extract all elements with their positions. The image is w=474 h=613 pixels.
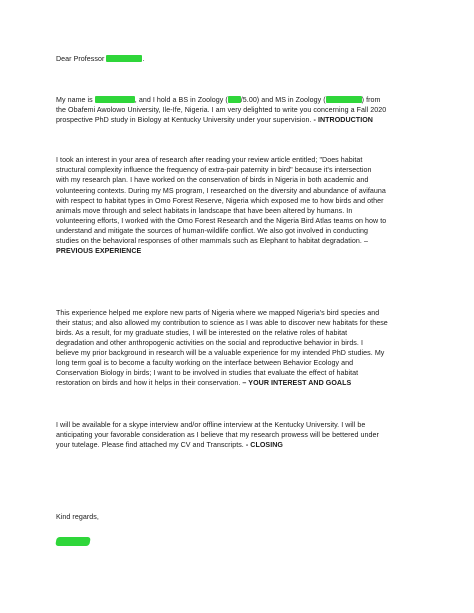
redacted-ms-grade <box>326 96 362 103</box>
intro-text-d: ) from <box>361 96 381 104</box>
experience-line-7: volunteering efforts, I worked with the Omo Forest Research and the Nigeria Bird Atlas teams on how to <box>56 217 387 225</box>
redacted-professor-name <box>106 55 145 63</box>
redacted-bs-gpa <box>228 96 241 103</box>
experience-line-1: I took an interest in your area of research after reading your review article entitled; "Does habitat <box>56 156 363 164</box>
intro-section-tag: - INTRODUCTION <box>311 116 373 124</box>
closing-text-end: your tutelage. Please find attached my CV and Transcripts. <box>56 441 244 449</box>
experience-line-3: with my research plan. I have worked on the conservation of birds in Nigeria in both academic and <box>56 176 369 184</box>
salutation-suffix: . <box>142 55 145 63</box>
intro-text-c: /5.00) and MS in Zoology ( <box>240 96 326 104</box>
experience-line-5: with respect to habitat types in Omo Forest Reserve, Nigeria which exposed me to how birds and other <box>56 197 384 205</box>
closing-line-1: I will be available for a skype interview and/or offline interview at the Kentucky University. I will be <box>56 421 366 429</box>
redacted-applicant-name <box>95 96 135 103</box>
intro-line-2: the Obafemi Awolowo University, Ile-Ife, Nigeria. I am very delighted to write you concerning a Fall 2020 <box>56 106 387 114</box>
redacted-signature <box>55 537 91 546</box>
goals-line-3: birds. As a result, for my graduate studies, I will be interested on the relative roles of habitat <box>56 329 348 337</box>
closing-section-tag: - CLOSING <box>243 441 283 449</box>
goals-line-2: their status; and also allowed my contribution to science as I was able to discover new habitats for these <box>56 319 388 327</box>
goals-text-end: restoration on birds and how it helps in their conservation. <box>56 379 241 387</box>
intro-line-1 <box>56 95 381 105</box>
experience-section-tag: PREVIOUS EXPERIENCE <box>56 247 142 255</box>
intro-text-end: prospective PhD study in Biology at Kentucky University under your supervision. <box>56 116 312 124</box>
salutation <box>56 54 144 64</box>
goals-line-8 <box>56 378 351 388</box>
sign-off: Kind regards, <box>56 513 99 521</box>
intro-line-3 <box>56 115 373 125</box>
goals-line-7: Conservation Biology in birds; I want to be involved in studies that evaluate the effect of habitat <box>56 369 359 377</box>
goals-section-tag: – YOUR INTEREST AND GOALS <box>240 379 352 387</box>
experience-line-4: volunteering contexts. During my MS program, I researched on the diversity and abundance of avifauna <box>56 187 386 195</box>
experience-line-8: understand and mitigate the sources of human-wildlife conflict. We also got involved in conducting <box>56 227 368 235</box>
goals-line-1: This experience helped me explore new parts of Nigeria where we mapped Nigeria's bird species and <box>56 309 380 317</box>
closing-line-3 <box>56 440 283 450</box>
goals-line-4: degradation and other anthropogenic activities on the social and reproductive behavior in birds. I <box>56 339 363 347</box>
closing-line-2: anticipating your favorable consideration as I believe that my research prowess will be bettered under <box>56 431 379 439</box>
experience-line-9: studies on the behavioral responses of other mammals such as Elephant to habitat degradation. – <box>56 237 368 245</box>
salutation-prefix: Dear Professor <box>56 55 105 63</box>
experience-line-6: animals move through and select habitats in landscape that have been altered by humans. In <box>56 207 353 215</box>
intro-text-a: My name is <box>56 96 93 104</box>
goals-line-6: long term goal is to become a faculty working on the interface between Behavior Ecology and <box>56 359 354 367</box>
goals-line-5: believe my prior background in research will be a valuable experience for my intended PhD studies. My <box>56 349 385 357</box>
intro-text-b: , and I hold a BS in Zoology ( <box>134 96 228 104</box>
experience-line-2: structural complexity influence the frequency of extra-pair paternity in bird" because it's intersection <box>56 166 372 174</box>
